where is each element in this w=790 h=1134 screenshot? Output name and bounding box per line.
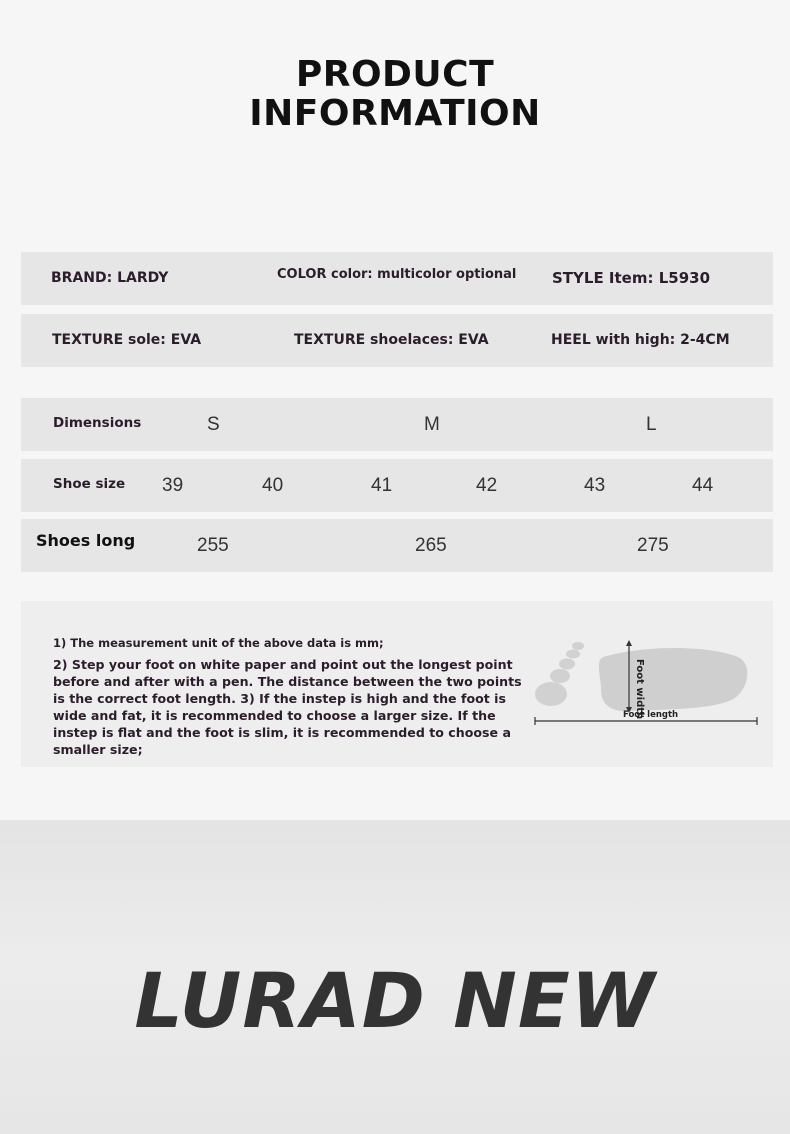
shoes-long-m: 265 [415,535,447,556]
shoe-size-41: 41 [371,475,393,496]
shoe-size-39: 39 [162,475,184,496]
dimension-l: L [646,414,657,435]
heel-value: HEEL with high: 2-4CM [551,332,730,348]
foot-width-label: Foot width [634,659,645,720]
note-line-1: 1) The measurement unit of the above data is mm; [53,636,384,650]
shoe-size-43: 43 [584,475,606,496]
brand-value: BRAND: LARDY [51,270,169,286]
shoes-long-label: Shoes long [36,531,136,550]
texture-sole-value: TEXTURE sole: EVA [52,332,202,348]
brand-banner [0,820,790,1134]
dimensions-row [21,398,773,451]
measurement-notes [21,601,773,767]
shoe-size-row [21,459,773,512]
color-value: COLOR color: multicolor optional [277,267,517,282]
style-value: STYLE Item: L5930 [552,269,711,287]
page-title [0,55,790,133]
dimension-s: S [207,414,220,435]
shoe-size-42: 42 [476,475,498,496]
note-line-2: 2) Step your foot on white paper and point out the longest point before and after with a pen. The distance between the two points is the correct foot length. 3) If the instep is high and the foot is wide and fat, it is recommended to choose a larger size. If the instep is flat and the foot is slim, it is recommended to choose a smaller size; [53,657,522,757]
shoe-size-44: 44 [692,475,714,496]
foot-length-label: Foot length [623,710,679,720]
shoes-long-s: 255 [197,535,229,556]
shoes-long-row [21,519,773,572]
info-row-1 [21,252,773,305]
shoe-size-label: Shoe size [53,476,126,492]
dimensions-label: Dimensions [53,415,142,431]
shoe-size-40: 40 [262,475,284,496]
texture-shoelaces-value: TEXTURE shoelaces: EVA [294,332,489,348]
info-row-2 [21,314,773,367]
brand-banner-text: LURAD NEW [134,956,656,1045]
footprint-icon [533,639,759,739]
shoes-long-l: 275 [637,535,669,556]
dimension-m: M [424,414,440,435]
title-line-1: PRODUCT [295,54,495,95]
title-line-2: INFORMATION [249,93,541,134]
